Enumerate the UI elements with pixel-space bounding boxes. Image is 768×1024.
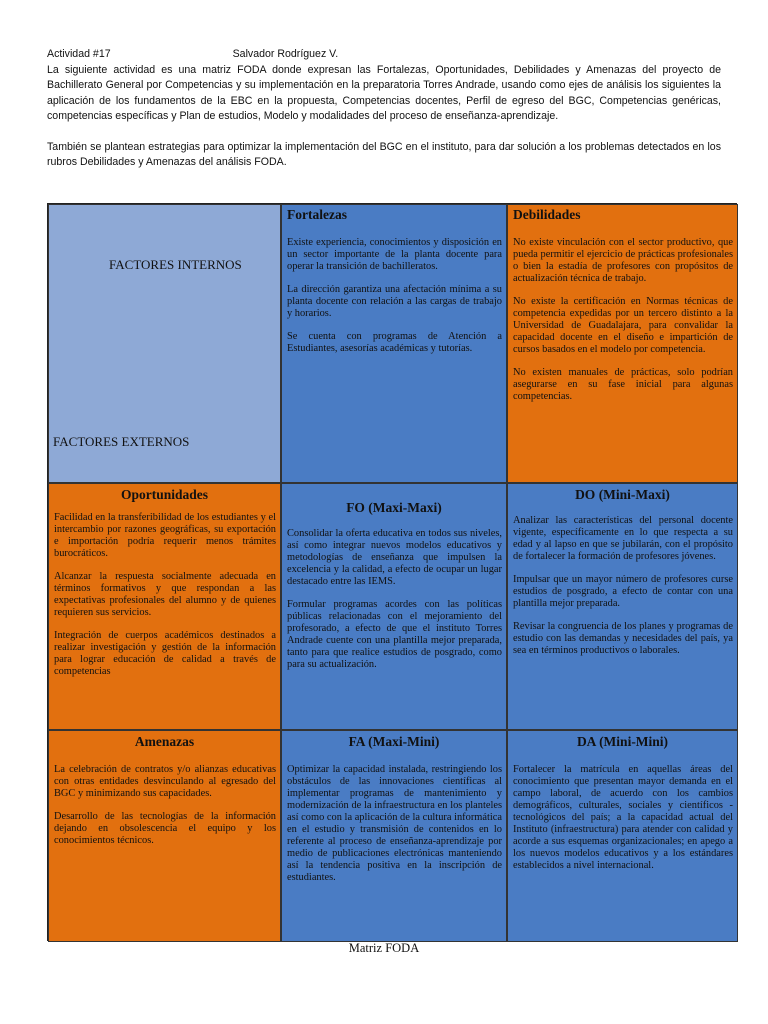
- threats-cell: [48, 730, 281, 942]
- do-title: DO (Mini-Maxi): [575, 487, 670, 502]
- threat-item: La celebración de contratos y/o alianzas educativas con otras entidades desvinculando al egresado del BGC y minimizando sus capacidades.: [54, 764, 276, 799]
- threats-title: Amenazas: [134, 734, 195, 749]
- fa-item: Optimizar la capacidad instalada, restringiendo los obstáculos de las innovaciones científicas al implementar programas de mantenimiento y modernización de la infraestructura en los planteles así como con la aplicación de la cultura informática en el estudio y transmisión de contenidos en lo referente al proceso de enseñanza-aprendizaje por medio de publicaciones electrónicas manteniendo así la tendencia positiva en la inscripción de estudiantes.: [287, 764, 502, 883]
- fa-body: [282, 764, 506, 884]
- author-name: Salvador Rodríguez V.: [232, 48, 339, 60]
- threat-item: Desarrollo de las tecnologías de la información dejando en obsolescencia el equipo y los conocimientos técnicos.: [54, 811, 276, 846]
- threats-body: [49, 764, 280, 847]
- da-body: [508, 764, 737, 872]
- strength-item: La dirección garantiza una afectación mínima a su planta docente con relación a las cargas de trabajo y horarios.: [287, 284, 502, 319]
- do-body: [508, 515, 737, 657]
- opportunity-item: Integración de cuerpos académicos destinados a realizar investigación y gestión de la información para lograr educación de calidad a través de competencias: [54, 630, 276, 677]
- foda-matrix: [47, 203, 737, 941]
- fa-title: FA (Maxi-Mini): [348, 734, 440, 749]
- opportunities-title: Oportunidades: [120, 487, 209, 502]
- weaknesses-title: Debilidades: [513, 207, 581, 222]
- weaknesses-body: [508, 237, 737, 403]
- da-item: Fortalecer la matrícula en aquellas áreas del conocimiento que presentan mayor demanda en el campo laboral, de acuerdo con los cambios demográficos, culturales, sociales y científicos - tecnológicos del país; a la capacidad actual del Instituto (infraestructura) para atender con calidad y acorde a sus esquemas organizacionales; en apego a los nuevos modelos educativos y a los estándares establecidos a nivel internacional.: [513, 764, 733, 871]
- intro-paragraph: La siguiente actividad es una matriz FODA donde expresan las Fortalezas, Oportunidades, Debilidades y Amenazas del proyecto de Bachillerato General por Competencias y su implementación en la preparatoria Torres Andrade, usando como ejes de análisis los siguientes la aplicación de los fundamentos de la EBC en la propuesta, Competencias docentes, Perfil de egreso del BGC, Competencias genéricas, competencias específicas y Plan de estudios, Modelo y modalidades del proceso de enseñanza-aprendizaje.: [47, 63, 721, 122]
- fo-body: [282, 528, 506, 671]
- fo-strategy-cell: [281, 483, 507, 730]
- activity-label: Actividad #17: [47, 48, 111, 60]
- weaknesses-cell: [507, 204, 738, 483]
- fo-item: Consolidar la oferta educativa en todos sus niveles, así como integrar nuevos modelos educativos y metodologías de enseñanza que impulsen la excelencia y la calidad, a efecto de ocupar un lugar destacado entre las IEMS.: [287, 528, 502, 587]
- opportunity-item: Alcanzar la respuesta socialmente adecuada en términos formativos y que respondan a las expectativas profesionales del alumno y de quienes requieren sus servicios.: [54, 571, 276, 618]
- fa-strategy-cell: [281, 730, 507, 942]
- fo-item: Formular programas acordes con las políticas públicas relacionadas con el mejoramiento del profesorado, a efecto de que el instituto Torres Andrade cuente con una plantilla mejor preparada, tanto para que realice estudios de posgrado, como para su actualización.: [287, 599, 502, 670]
- do-item: Revisar la congruencia de los planes y programas de estudio con las demandas y necesidades del país, ya sea en términos productivos o laborales.: [513, 621, 733, 656]
- do-item: Impulsar que un mayor número de profesores curse estudios de posgrado, a efecto de contar con una plantilla mejor preparada.: [513, 574, 733, 609]
- factors-cell: [48, 204, 281, 483]
- weakness-item: No existen manuales de prácticas, solo podrían asegurarse en su fase inicial para algunas competencias.: [513, 367, 733, 402]
- strength-item: Se cuenta con programas de Atención a Estudiantes, asesorías académicas y tutorías.: [287, 331, 502, 354]
- opportunity-item: Facilidad en la transferibilidad de los estudiantes y el intercambio por razones geográficas, su exportación e importación podría requerir menos trámites burocráticos.: [54, 512, 276, 559]
- do-strategy-cell: [507, 483, 738, 730]
- weakness-item: No existe vinculación con el sector productivo, que pueda permitir el ejercicio de prácticas profesionales o bien la estadía de profesores con propósitos de actualización técnica de trabajo.: [513, 237, 733, 284]
- opportunities-body: [49, 512, 280, 678]
- strength-item: Existe experiencia, conocimientos y disposición en un sector importante de la planta docente para operar la transición de bachilleratos.: [287, 237, 502, 272]
- fo-title: FO (Maxi-Maxi): [346, 500, 442, 515]
- strategy-paragraph: También se plantean estrategias para optimizar la implementación del BGC en el instituto, para dar solución a los problemas detectados en los rubros Debilidades y Amenazas del análisis FODA.: [47, 140, 721, 168]
- document-header: [47, 47, 721, 171]
- do-item: Analizar las características del personal docente vigente, específicamente en lo que respecta a su edad y al lapso en que se jubilarán, con el propósito de fortalecer la formación de profesores jóvenes.: [513, 515, 733, 562]
- strengths-body: [282, 237, 506, 355]
- weakness-item: No existe la certificación en Normas técnicas de competencia expedidas por un tercero distinto a la Universidad de Guadalajara, para convalidar la capacidad docente en el diseño e impartición de cursos basados en el modelo por competencia.: [513, 296, 733, 355]
- header-line: [47, 47, 721, 63]
- da-title: DA (Mini-Mini): [576, 734, 669, 749]
- da-strategy-cell: [507, 730, 738, 942]
- figure-caption: Matriz FODA: [348, 941, 420, 955]
- opportunities-cell: [48, 483, 281, 730]
- strengths-title: Fortalezas: [287, 207, 347, 222]
- strengths-cell: [281, 204, 507, 483]
- external-factors-label: FACTORES EXTERNOS: [53, 434, 190, 449]
- internal-factors-label: FACTORES INTERNOS: [109, 257, 242, 272]
